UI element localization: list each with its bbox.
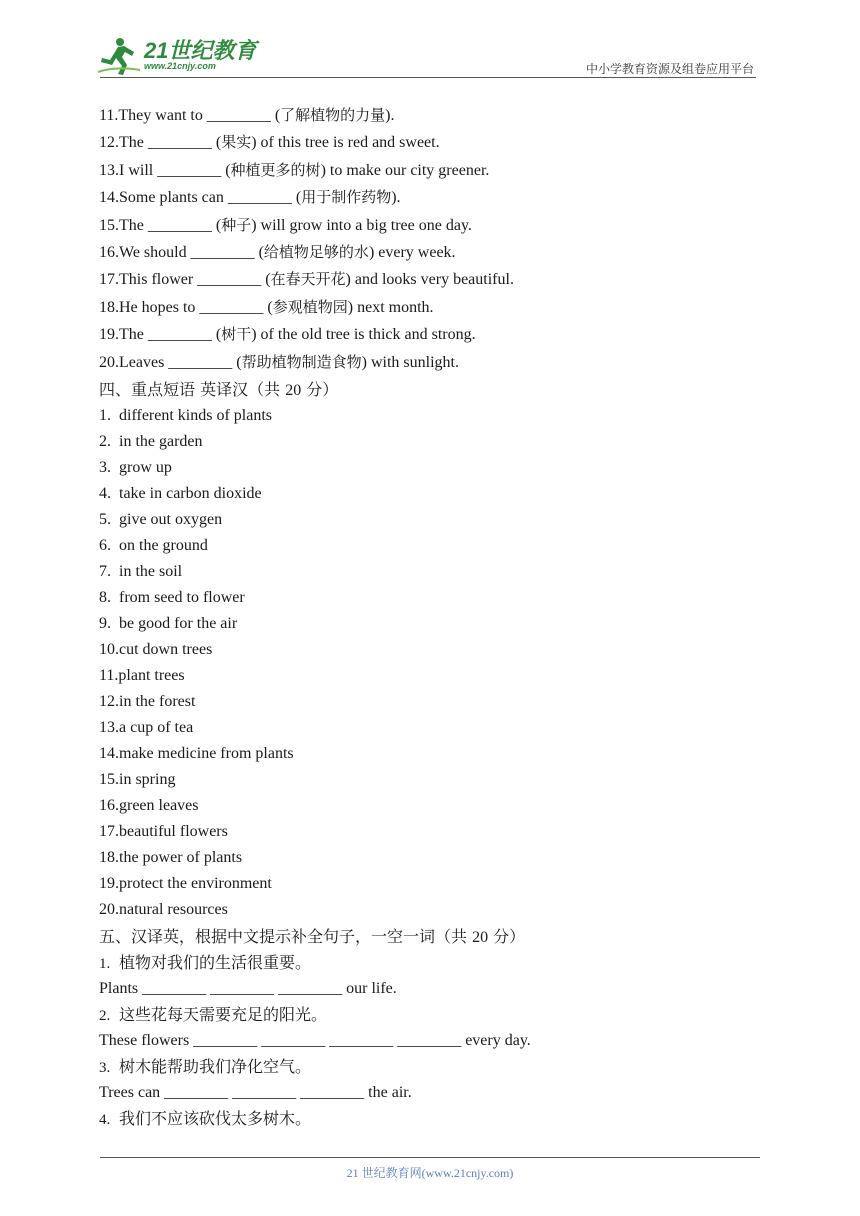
chinese-hint: 种植更多的树 — [230, 160, 321, 179]
phrase-item — [99, 507, 779, 533]
phrase-item — [99, 637, 779, 663]
phrase-text: give out oxygen — [119, 510, 223, 528]
section-4-title: 四、重点短语 英译汉（共 20 分） — [99, 379, 339, 399]
item-number: 17. — [99, 271, 119, 289]
runner-logo-icon — [96, 36, 142, 76]
phrase-item — [99, 559, 779, 585]
page-footer: 21 世纪教育网(www.21cnjy.com) — [346, 1166, 514, 1180]
item-number: 19. — [99, 874, 119, 892]
item-number: 19. — [99, 326, 119, 344]
item-number: 20. — [99, 353, 119, 371]
item-number: 11. — [99, 107, 119, 124]
sentence-text: I will ________ ( — [119, 161, 231, 179]
item-number: 7. — [99, 562, 111, 580]
phrase-text: the power of plants — [119, 848, 243, 866]
sentence-item — [99, 184, 779, 211]
phrase-text: green leaves — [119, 796, 199, 814]
phrase-text: natural resources — [119, 900, 228, 918]
sentence-text: The ________ ( — [119, 326, 222, 344]
phrase-text: a cup of tea — [119, 718, 194, 736]
item-number: 5. — [99, 510, 111, 528]
item-number: 14. — [99, 189, 119, 207]
phrase-item — [99, 455, 779, 481]
translation-list — [99, 950, 779, 1132]
chinese-hint: 给植物足够的水 — [263, 242, 369, 261]
chinese-sentence: 植物对我们的生活很重要。 — [119, 952, 312, 972]
chinese-hint: 在春天开花 — [270, 270, 346, 289]
phrase-text: take in carbon dioxide — [119, 484, 262, 502]
sentence-item — [99, 157, 779, 184]
translation-prompt — [99, 1002, 779, 1028]
item-number: 15. — [99, 216, 119, 234]
phrase-item — [99, 403, 779, 429]
sentence-item — [99, 349, 779, 376]
header-platform-text: 中小学教育资源及组卷应用平台 — [585, 62, 754, 76]
phrase-text: in the forest — [119, 692, 196, 710]
item-number: 8. — [99, 588, 111, 606]
chinese-hint: 帮助植物制造食物 — [241, 352, 362, 371]
chinese-hint: 参观植物园 — [272, 297, 348, 316]
phrase-item — [99, 793, 779, 819]
phrase-item — [99, 689, 779, 715]
sentence-text: ). — [385, 107, 395, 124]
item-number: 13. — [99, 718, 119, 736]
page-header — [0, 0, 860, 80]
logo-url: www.21cnjy.com — [144, 61, 216, 71]
item-number: 16. — [99, 243, 119, 261]
logo — [96, 34, 266, 78]
item-number: 3. — [99, 1059, 111, 1076]
phrase-text: different kinds of plants — [119, 406, 273, 424]
english-answer-line: Plants ________ ________ ________ our life. — [99, 979, 397, 997]
item-number: 10. — [99, 640, 119, 658]
item-number: 1. — [99, 406, 111, 424]
phrase-item — [99, 611, 779, 637]
item-number: 16. — [99, 796, 119, 814]
sentence-text: Some plants can ________ ( — [119, 189, 302, 207]
item-number: 9. — [99, 614, 111, 632]
item-number: 13. — [99, 161, 119, 179]
footer-divider — [100, 1157, 760, 1158]
item-number: 18. — [99, 848, 119, 866]
phrase-item — [99, 741, 779, 767]
phrase-item — [99, 897, 779, 923]
phrase-item — [99, 871, 779, 897]
chinese-hint: 树干 — [221, 325, 252, 344]
sentence-text: ) with sunlight. — [361, 353, 459, 371]
header-divider — [100, 77, 756, 78]
item-number: 4. — [99, 484, 111, 502]
sentence-text: ) to make our city greener. — [320, 161, 490, 179]
item-number: 2. — [99, 432, 111, 450]
item-number: 14. — [99, 744, 119, 762]
item-number: 4. — [99, 1111, 111, 1128]
sentence-text: This flower ________ ( — [119, 271, 271, 289]
phrase-text: in the garden — [119, 432, 203, 450]
sentence-item — [99, 266, 779, 293]
section-5-title: 五、汉译英，根据中文提示补全句子，一空一词（共 20 分） — [99, 926, 526, 946]
sentence-item — [99, 129, 779, 156]
sentence-text: ) of this tree is red and sweet. — [251, 134, 440, 152]
phrase-list — [99, 403, 779, 923]
item-number: 15. — [99, 770, 119, 788]
sentence-text: He hopes to ________ ( — [119, 298, 273, 316]
phrase-text: plant trees — [118, 666, 185, 684]
sentence-text: ) and looks very beautiful. — [345, 271, 514, 289]
phrase-text: make medicine from plants — [119, 744, 294, 762]
phrase-item — [99, 533, 779, 559]
sentence-text: The ________ ( — [119, 216, 222, 234]
chinese-hint: 果实 — [221, 133, 252, 152]
chinese-hint: 用于制作药物 — [301, 188, 392, 207]
item-number: 18. — [99, 298, 119, 316]
chinese-hint: 了解植物的力量 — [280, 106, 386, 124]
item-number: 20. — [99, 900, 119, 918]
chinese-sentence: 树木能帮助我们净化空气。 — [119, 1056, 312, 1076]
phrase-item — [99, 845, 779, 871]
english-answer-line: These flowers ________ ________ ________ ________ every day. — [99, 1031, 531, 1049]
chinese-sentence: 这些花每天需要充足的阳光。 — [119, 1004, 328, 1024]
sentence-item — [99, 239, 779, 266]
phrase-item — [99, 663, 779, 689]
phrase-item — [99, 481, 779, 507]
item-number: 12. — [99, 692, 119, 710]
sentence-text: ) will grow into a big tree one day. — [251, 216, 472, 234]
phrase-text: on the ground — [119, 536, 208, 554]
sentence-text: The ________ ( — [119, 134, 222, 152]
phrase-item — [99, 585, 779, 611]
phrase-item — [99, 715, 779, 741]
item-number: 17. — [99, 822, 119, 840]
phrase-item — [99, 819, 779, 845]
sentence-text: ) next month. — [347, 298, 434, 316]
exam-content — [99, 102, 779, 1132]
phrase-text: beautiful flowers — [119, 822, 228, 840]
phrase-item — [99, 767, 779, 793]
item-number: 3. — [99, 458, 111, 476]
chinese-hint: 种子 — [221, 215, 252, 234]
item-number: 6. — [99, 536, 111, 554]
phrase-text: be good for the air — [119, 614, 238, 632]
logo-text: 21世纪教育 — [144, 38, 257, 63]
item-number: 12. — [99, 134, 119, 152]
translation-prompt — [99, 950, 779, 976]
sentence-item — [99, 321, 779, 348]
translation-prompt — [99, 1106, 779, 1132]
sentence-text: ) of the old tree is thick and strong. — [251, 326, 476, 344]
phrase-text: protect the environment — [119, 874, 272, 892]
sentence-completion-list — [99, 102, 779, 376]
sentence-text: They want to ________ ( — [118, 107, 281, 124]
sentence-text: ) every week. — [368, 243, 456, 261]
sentence-item — [99, 212, 779, 239]
phrase-text: in spring — [119, 770, 176, 788]
english-answer-line: Trees can ________ ________ ________ the air. — [99, 1083, 412, 1101]
translation-prompt — [99, 1054, 779, 1080]
sentence-item — [99, 102, 779, 129]
phrase-text: cut down trees — [119, 640, 213, 658]
sentence-text: ). — [391, 189, 401, 207]
sentence-text: Leaves ________ ( — [119, 353, 242, 371]
phrase-item — [99, 429, 779, 455]
phrase-text: grow up — [119, 458, 172, 476]
phrase-text: in the soil — [119, 562, 183, 580]
sentence-text: We should ________ ( — [119, 243, 264, 261]
item-number: 11. — [99, 666, 119, 684]
item-number: 2. — [99, 1007, 111, 1024]
item-number: 1. — [99, 955, 111, 972]
sentence-item — [99, 294, 779, 321]
chinese-sentence: 我们不应该砍伐太多树木。 — [119, 1108, 312, 1128]
phrase-text: from seed to flower — [119, 588, 245, 606]
